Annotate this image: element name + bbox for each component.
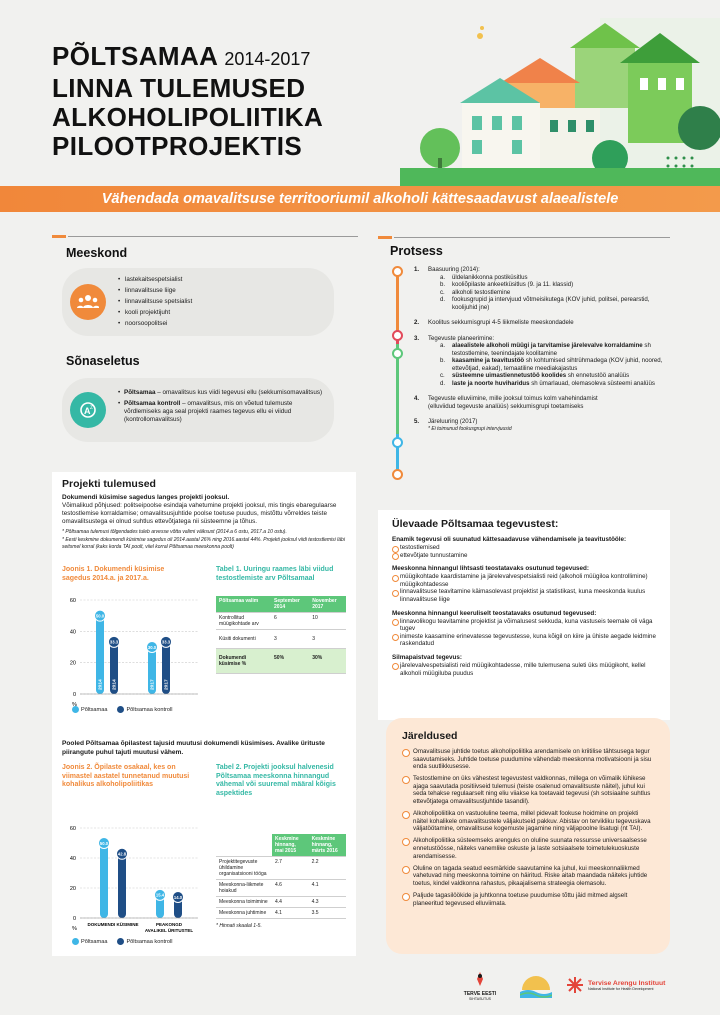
list-item: Omavalitsuse juhtide toetus alkoholipoliitika arendamisele on kriitilise tähtsusega tegur saavutamiseks. Juhtide toetuse puudumine vähendab meeskonna motivatsiooni ja sisu enda suutlikkusesse. xyxy=(402,748,654,771)
y-tick-label: 20 xyxy=(69,886,76,892)
step-marker xyxy=(392,330,403,341)
sun-logo-icon xyxy=(520,976,552,998)
legend-item: Põltsamaa xyxy=(72,706,107,713)
list-item: järelevalvespetsialisti reid müügikohtadesse, mille tulemusena suleti üks müügikoht, kellel alkoholi müügiluba puudus xyxy=(392,662,656,677)
process-steps xyxy=(414,266,664,432)
x-tick-label: PEAKONGD xyxy=(155,922,183,927)
chart1-caption: Joonis 1. Dokumendi küsimise sagedus 2014.a. ja 2017.a. xyxy=(62,566,165,582)
ulevaade-card xyxy=(378,510,670,720)
table-header xyxy=(216,834,272,857)
table-row: Kontrollitud müügikohtade arv 6 10 xyxy=(216,613,346,630)
footnote: * Põltsamaa tulemusi tõlgendades tuleb arvesse võtta valimi väiksust (2014.a 6 ostu, 2017.a 10 ostu). xyxy=(62,529,287,535)
table1 xyxy=(216,596,346,674)
jareldused-card xyxy=(386,718,670,954)
overview-block: Meeskonna hinnangul keeruliselt teostatavaks osutunud tegevused: linnavolikogu teavitamine projektist ja võimalusest sekkuda, kuna vastuseis teemale oli väga tugev inimeste kaasamine erinevatesse tegevustesse, kuna kõigil on kiire ja ühiste aegade leidmine raskendatud xyxy=(392,609,656,648)
y-tick-label: 0 xyxy=(72,916,76,922)
tai-logo: Tervise Arengu Instituut National Institute for Health Development xyxy=(566,976,665,994)
protsess-title: Protsess xyxy=(390,244,443,258)
tulemused-title: Projekti tulemused xyxy=(62,478,156,490)
glossary-icon xyxy=(70,392,106,428)
step-marker xyxy=(392,266,403,277)
table2-caption: Tabel 2. Projekti jooksul halvenesid Põltsamaa meeskonna hinnangud vähemal või suuremal määral kõigis aspektides xyxy=(216,764,336,797)
tulemused-card xyxy=(52,472,356,722)
list-item: Testostlemine on üks vähestest tegevustest valdkonnas, millega on võimalik lühikese ajaga saavutada positiivseid tulemusi (teiste osalenud omavalitsuste näitel), juhul kui seda tehakse regulaarselt ning eliu viiakse ka toetavaid tegevusi (sh sotsiaalne suhtlus ettevõtjatega omavalitsustjuhtide tasandil). xyxy=(402,775,654,805)
terve-eesti-icon xyxy=(470,972,490,986)
y-unit-label: % xyxy=(72,926,77,932)
meeskond-title: Meeskond xyxy=(66,246,128,260)
page-title: PÕLTSAMAA 2014-2017 LINNA TULEMUSED ALKOHOLIPOLIITIKA PILOOTPROJEKTIS xyxy=(52,41,324,161)
step-marker xyxy=(392,348,403,359)
pooled-card xyxy=(52,722,356,956)
chart2-caption: Joonis 2. Õpilaste osakaal, kes on viimastel aastatel tunnetanud muutusi kohalikus alkoholipoliitikas xyxy=(62,764,190,788)
team-icon xyxy=(70,284,106,320)
tulemused-lead: Dokumendi küsimise sagedus langes projekti jooksul. xyxy=(62,494,230,501)
table-row: Meeskonna toimimine 4.4 4.3 xyxy=(216,897,346,908)
overview-block: Enamik tegevusi oli suunatud kättesaadavuse vähendamisele ja teavitustööle: testostlemised ettevõtjate tunnustamine xyxy=(392,536,656,559)
table-header: Põltsamaa valim xyxy=(216,596,271,613)
accent-bar xyxy=(52,235,66,238)
table1-caption: Tabel 1. Uuringu raames läbi viidud testostlemiste arv Põltsamaal xyxy=(216,566,334,582)
legend-item: Põltsamaa kontroll xyxy=(117,706,172,713)
table-row: Küsiti dokumenti 3 3 xyxy=(216,630,346,649)
data-label: 30.0 xyxy=(147,644,157,650)
meeskond-box xyxy=(62,268,334,336)
table2-note: * Hinnati skaalal 1-5. xyxy=(216,923,262,929)
x-tick-label: DOKUMENDI KÜSIMINE xyxy=(87,922,139,927)
step-marker xyxy=(392,469,403,480)
list-item: müügikohtade kaardistamine ja järelevalvespetsialisti reid (alkoholi müügiloa kontrollimine) müügikohtadesse xyxy=(392,573,656,588)
protsess-section xyxy=(378,236,670,496)
process-step: 3. Tegevuste planeerimine: a. alaealistele alkoholi müügi ja tarvitamise järelevalve korraldamine sh testostlemine, teenindajate koolitamine b. kaasamine ja teavitustöö sh kohtumised sihtrühmadega (KOV juhid, noored, ettevõtjad, eakad), temaatiline meediakajastus c. süsteemne uimastiennetustöö koolides sh ennetustöö analüüs d. laste ja noorte huviharidus sh ümarlauad, olemasoleva süsteemi analüüs xyxy=(414,334,663,387)
ulevaade-title: Ülevaade Põltsamaa tegevustest: xyxy=(392,518,559,530)
y-tick-label: 60 xyxy=(69,826,76,832)
list-item: Oluline on tagada seatud eesmärkide saavutamine ka juhul, kui meeskonnaliikmed vahetuvad ning meeskonna toimine on häiritud. Riske aitab maandada näiteks juhtide toetus, kindel valdkonna rahastus, pikaajalisema strateegia olemasolu. xyxy=(402,865,654,888)
x-tick-label: AVALIKEL ÜRITUSTEL xyxy=(144,928,194,933)
chart2-legend xyxy=(72,938,172,945)
y-tick-label: 0 xyxy=(72,692,76,698)
jareldused-title: Järeldused xyxy=(402,730,458,742)
table-row: Meeskonna juhtimine 4.1 3.5 xyxy=(216,908,346,919)
process-step: 1. Baasuuring (2014): a. üldelanikkonna postiküsitlus b. kooliõpilaste ankeetküsitlus (9. ja 11. klassid) c. alkoholi testostlemine d. fookusgrupid ja intervjuud võtmeisikutega (KOV juhid, politsei, perearstid, koolijuhid jne) xyxy=(414,266,650,311)
list-item: inimeste kaasamine erinevatesse tegevustesse, kuna kõigil on kiire ja ühiste aegade leidmine raskendatud xyxy=(392,633,656,648)
sonaseletus-box xyxy=(62,378,334,442)
chart2 xyxy=(58,822,208,938)
tai-icon xyxy=(566,976,584,994)
y-tick-label: 20 xyxy=(69,660,76,667)
overview-block: Silmapaistvad tegevus: järelevalvespetsialisti reid müügikohtadesse, mille tulemusena suleti üks müügikoht, kellel alkoholi müügiluba puudus xyxy=(392,654,656,677)
process-step: 2. Koolitus sekkumisgrupi 4-5 liikmeliste meeskondadele xyxy=(414,319,574,326)
process-step: 5. Järeluuring (2017) * Ei toimunud fookusgrupi intervjuusid xyxy=(414,418,512,432)
chart1 xyxy=(58,594,208,706)
table2 xyxy=(216,834,346,929)
table-row: Projektitegevuste ühildamine organisatsiooni tööga 2.7 2.2 xyxy=(216,857,346,880)
timeline-line xyxy=(396,268,399,330)
town-illustration xyxy=(400,8,720,186)
tulemused-body: Võimalikud põhjused: politseipoolse esindaja vahetumine projekti jooksul, mis tingis ebaregulaarse testostlemise korraldamise; omavalitsusjuhtide poolse toetuse puudus, mistõttu võrreldes teiste omavalitsustega ei olnud suhtlus ettevõtjatega nii süsteemne ja tõhus. xyxy=(62,502,337,525)
data-label: 33.3 xyxy=(161,639,171,645)
goal-banner: Vähendada omavalitsuse territooriumil alkoholi kättesaadavust alaealistele xyxy=(0,186,720,212)
table-header-row xyxy=(216,834,346,857)
data-label: 50.0 xyxy=(99,840,109,846)
jareldused-list xyxy=(402,748,654,907)
list-item: Paljude tagasilöökide ja juhtkonna toetuse puudumise tõttu jäid mitmed algselt planeeritud tegevused elluviimata. xyxy=(402,892,654,907)
list-item: testostlemised xyxy=(392,544,656,552)
overview-block: Meeskonna hinnangul lihtsasti teostatavaks osutunud tegevused: müügikohtade kaardistamine ja järelevalvespetsialisti reid (alkoholi müügiloa kontrollimine) müügikohtadesse linnavalitsuse teavitamine käimasolevast projektist ja statistikast, kuna meeskonda kuulus linnavalitsuse liige xyxy=(392,565,656,603)
list-item: • linnavalitsuse spetsialist xyxy=(118,298,318,306)
process-step: 4. Tegevuste elluviimine, mille jooksul toimus kolm vahehindamist (elluviidud tegevuste analüüs) sekkumisgrupi toetamiseks xyxy=(414,395,598,410)
list-item: • kooli projektijuht xyxy=(118,309,318,317)
legend-item: Põltsamaa kontroll xyxy=(117,938,172,945)
accent-bar xyxy=(378,236,392,239)
glossary-item: • Põltsamaa kontroll – omavalitsus, mis on võetud tulemuste võrdlemiseks aga seal projekti raames tegevus ellu ei viidud (kontrollomavalitsus) xyxy=(118,400,293,423)
x-tick-label: 2017 xyxy=(164,679,170,690)
data-label: 50.0 xyxy=(95,613,105,619)
data-label: 15.4 xyxy=(155,892,165,898)
svg-text:A: A xyxy=(84,406,91,416)
x-tick-label: 2014 xyxy=(112,679,118,690)
legend-swatch xyxy=(117,938,124,945)
list-item: ettevõtjate tunnustamine xyxy=(392,552,656,560)
table-header: Keskmine hinnang, mai 2015 xyxy=(272,834,309,857)
divider xyxy=(68,236,358,237)
step-marker xyxy=(392,437,403,448)
tulemused-header xyxy=(62,478,346,550)
y-tick-label: 60 xyxy=(69,598,76,604)
table-row: Meeskonna-liikmete hoiakud 4.6 4.1 xyxy=(216,880,346,897)
svg-text:Z: Z xyxy=(90,405,94,411)
data-label: 42.8 xyxy=(117,851,127,857)
meeskond-list xyxy=(118,276,318,328)
list-item: Alkoholipoliitika on vastuoluline teema, millel pidevalt fookuse hoidmine on projekti näitel kohalikele omavalitsustele väljakutseid pakkuv. Abistav on tervikliku tegevuskava väljatöötamine, omavalitsuse kogemuste jagamine ning väljapoolne lisatugi (nt TAI). xyxy=(402,810,654,833)
table-row: Dokumendi küsimise % 50% 30% xyxy=(216,649,346,674)
data-label: 14.0 xyxy=(173,894,183,900)
table-header: September 2014 xyxy=(271,596,309,613)
list-item: • lastekaitsespetsialist xyxy=(118,276,318,284)
legend-swatch xyxy=(117,706,124,713)
table-header: Keskmine hinnang, märts 2016 xyxy=(309,834,346,857)
table-header-row xyxy=(216,596,346,613)
glossary-item: • Põltsamaa – omavalitsus kus viidi tegevusi ellu (sekkumisomavalitsus) xyxy=(118,389,323,396)
list-item: linnavalitsuse teavitamine käimasolevast projektist ja statistikast, kuna meeskonda kuulus linnavalitsuse liige xyxy=(392,588,656,603)
legend-swatch xyxy=(72,706,79,713)
pooled-lead: Pooled Põltsamaa õpilastest tajusid muutusi dokumendi küsimises. Avalike ürituste piirangute puhul tajuti muutusi vähem. xyxy=(62,740,325,756)
terve-eesti-logo: TERVE EESTI SIHTASUTUS xyxy=(460,972,500,1001)
legend-swatch xyxy=(72,938,79,945)
x-tick-label: 2017 xyxy=(150,679,156,690)
y-tick-label: 40 xyxy=(69,856,76,862)
list-item: • noorsoopolitsei xyxy=(118,320,318,328)
y-tick-label: 40 xyxy=(69,629,76,636)
list-item: linnavolikogu teavitamine projektist ja võimalusest sekkuda, kuna vastuseis teemale oli väga tugev xyxy=(392,618,656,633)
list-item: • linnavalitsuse liige xyxy=(118,287,318,295)
y-unit-label: % xyxy=(72,702,77,706)
table-header: November 2017 xyxy=(309,596,346,613)
glossary-list xyxy=(118,389,323,424)
divider xyxy=(394,237,670,238)
list-item: Alkoholipoliitika süsteemseks arenguks on oluline suunata ressursse universaalsesse ennetustöösse, näiteks vanemlike oskuste ja laste sotsiaalsete toimetulekuoskuste arendamisesse. xyxy=(402,837,654,860)
chart1-legend xyxy=(72,706,172,713)
legend-item: Põltsamaa xyxy=(72,938,107,945)
footnote: * Eesti keskmine dokumendi küsimise sagedus oli 2014.aastal 26% ning 2016.aastal 44%. Projekti jooksul viidi testostlemisi läbi seitsmel korral (kaks korda TAI poolt, viiel korral Põltsamaa meeskonna poolt) xyxy=(62,537,345,550)
x-tick-label: 2014 xyxy=(98,679,104,690)
partner-logo xyxy=(520,976,552,1003)
data-label: 33.3 xyxy=(109,639,119,645)
sonaseletus-title: Sõnaseletus xyxy=(66,354,140,368)
